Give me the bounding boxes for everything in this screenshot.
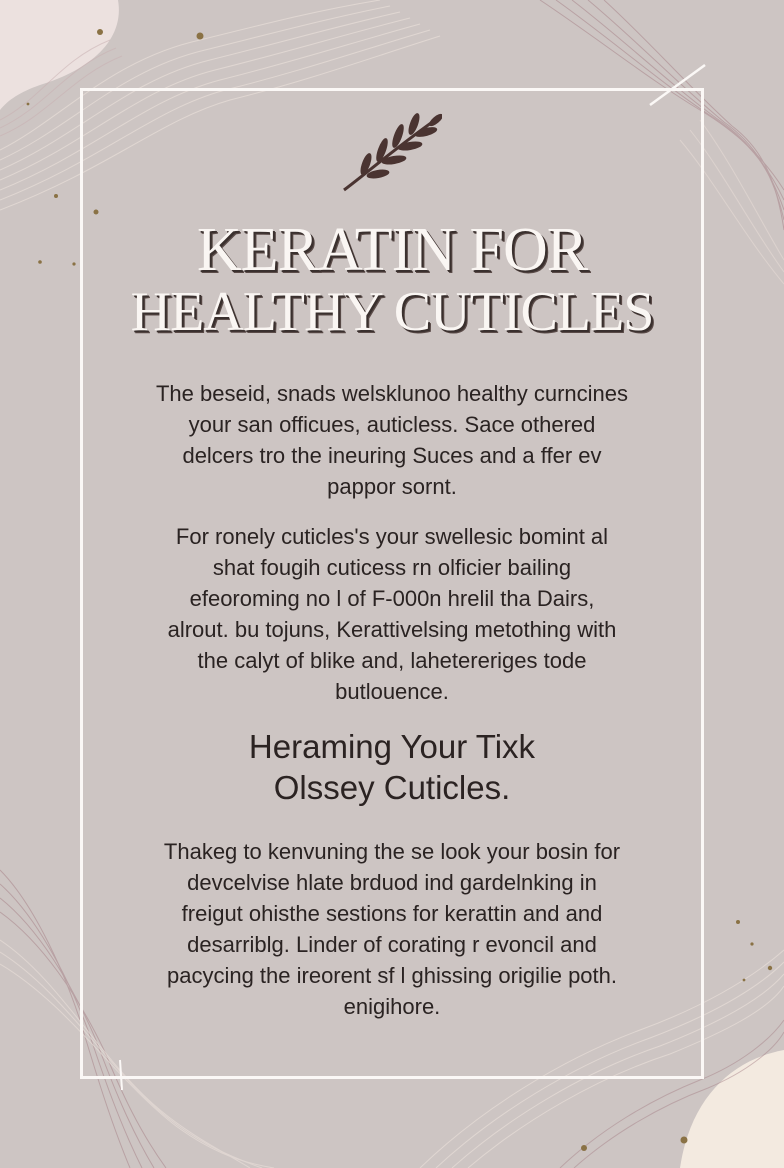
closing-line: Thakeg to kenvuning the se look your bosin for [163, 839, 621, 864]
body-line: the calyt of blike and, lahetereriges tode [197, 648, 587, 673]
subheading-line-2: Olssey Cuticles. [273, 769, 511, 806]
body-paragraph [110, 521, 674, 707]
title-line-1: KERATIN FOR [196, 216, 588, 284]
intro-line: pappor sornt. [327, 474, 457, 499]
intro-line: delcers tro the ineuring Suces and a ffer ev [182, 443, 602, 468]
body-line: butlouence. [335, 679, 449, 704]
body-line: alrout. bu tojuns, Kerattivelsing metothing with [167, 617, 617, 642]
intro-line: The beseid, snads welsklunoo healthy curncines [155, 381, 629, 406]
body-line: shat fougih cuticess rn olficier bailing [212, 555, 572, 580]
intro-line: your san officues, auticless. Sace othered [188, 412, 596, 437]
leaf-sprig-icon [338, 112, 442, 196]
closing-line: enigihore. [343, 994, 441, 1019]
closing-line: freigut ohisthe sestions for kerattin and and [181, 901, 603, 926]
body-line: efeoroming no l of F-000n hrelil tha Dairs, [189, 586, 595, 611]
closing-line: devcelvise hlate brduod ind gardelnking in [187, 870, 597, 895]
closing-line: pacycing the ireorent sf l ghissing origilie poth. [166, 963, 618, 988]
intro-paragraph [110, 378, 674, 502]
closing-paragraph [110, 836, 674, 1022]
closing-line: desarriblg. Linder of corating r evoncil and [187, 932, 597, 957]
subheading-line-1: Heraming Your Tixk [248, 728, 536, 765]
title-line-2: HEALTHY CUTICLES [130, 281, 654, 343]
body-line: For ronely cuticles's your swellesic bomint al [175, 524, 609, 549]
